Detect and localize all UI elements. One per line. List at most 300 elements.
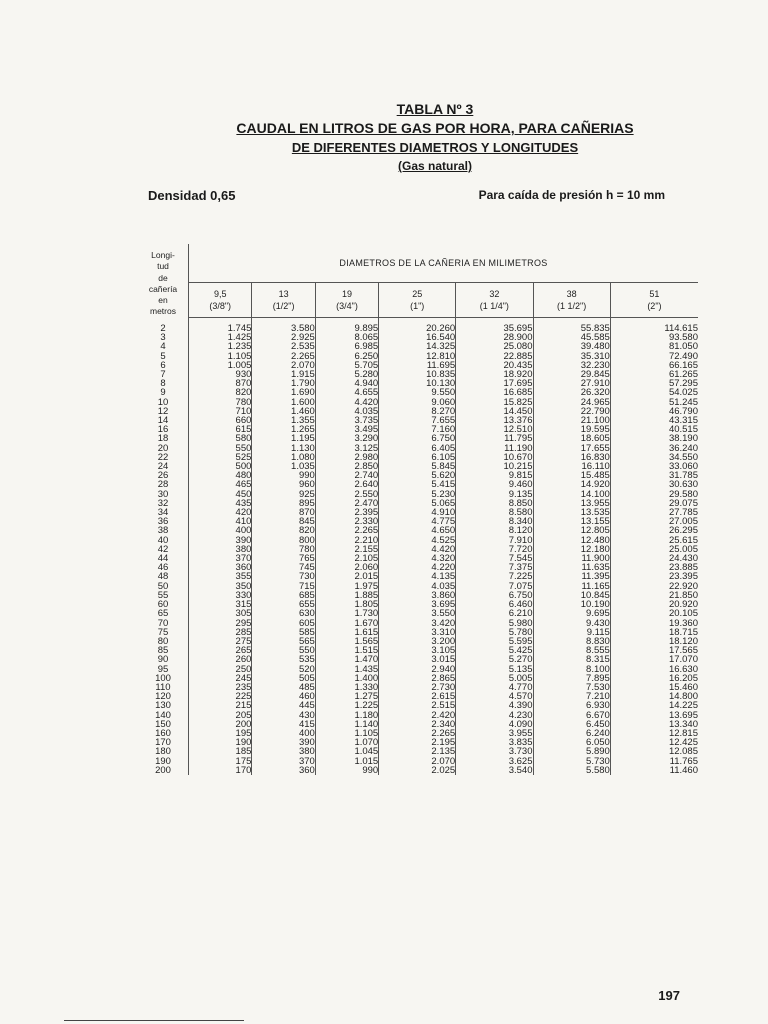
flow-value-cell: 20.920	[668, 599, 698, 611]
flow-value-cell: 11.795	[456, 434, 533, 443]
table-row	[138, 674, 698, 683]
flow-value-cell: 9.550	[379, 388, 456, 397]
length-cell: 46	[138, 563, 189, 572]
flow-value-cell: 6.750	[379, 434, 456, 443]
flow-value-cell: 16.110	[533, 462, 610, 471]
flow-value-cell: 3.310	[379, 628, 456, 637]
length-cell: 22	[138, 453, 189, 462]
flow-value-cell: 1.140	[315, 720, 378, 729]
flow-value-cell: 3.200	[379, 637, 456, 646]
table-row	[138, 554, 698, 563]
length-cell: 55	[138, 591, 189, 600]
flow-value-cell: 1.690	[252, 388, 315, 397]
flow-value-cell: 520	[252, 665, 315, 674]
flow-value-cell: 3.495	[315, 425, 378, 434]
flow-value-cell: 3.835	[456, 738, 533, 747]
diameter-mm: 38	[566, 289, 577, 299]
flow-value-cell: 6.670	[533, 711, 610, 720]
flow-value-cell: 32.230	[533, 361, 610, 370]
diameter-inch: (1 1/4")	[479, 301, 509, 311]
flow-value-cell: 4.320	[379, 554, 456, 563]
flow-value-cell: 13.155	[533, 517, 610, 526]
flow-value-cell: 11.900	[533, 554, 610, 563]
flow-value-cell: 460	[252, 692, 315, 701]
flow-value-cell: 8.580	[456, 508, 533, 517]
table-row	[138, 388, 698, 397]
flow-value-cell: 16.630	[668, 663, 698, 675]
flow-value-cell: 7.530	[533, 683, 610, 692]
flow-value-cell: 360	[189, 563, 252, 572]
flow-value-cell: 39.480	[533, 342, 610, 351]
flow-value-cell: 3.860	[379, 591, 456, 600]
flow-value-cell: 10.130	[379, 379, 456, 388]
table-row	[138, 508, 698, 517]
flow-value-cell: 2.060	[315, 563, 378, 572]
flow-value-cell: 12.425	[668, 737, 698, 749]
flow-value-cell: 5.780	[456, 628, 533, 637]
table-row	[138, 453, 698, 462]
flow-value-cell: 11.765	[669, 755, 698, 767]
table-row	[138, 545, 698, 554]
flow-value-cell: 14.225	[668, 700, 698, 712]
flow-value-cell: 2.340	[379, 720, 456, 729]
flow-value-cell: 990	[252, 471, 315, 480]
flow-value-cell: 1.425	[189, 333, 252, 342]
flow-value-cell: 2.330	[315, 517, 378, 526]
flow-value-cell: 2.265	[379, 729, 456, 738]
flow-value-cell: 245	[189, 674, 252, 683]
flow-value-cell: 72.490	[668, 350, 698, 362]
flow-value-cell: 13.955	[533, 499, 610, 508]
flow-value-cell: 380	[189, 545, 252, 554]
length-header-line: Longi-	[151, 250, 175, 261]
flow-value-cell: 5.270	[456, 655, 533, 664]
length-cell: 200	[138, 766, 189, 775]
table-row	[138, 591, 698, 600]
flow-value-cell: 9.430	[533, 619, 610, 628]
flow-value-cell: 400	[189, 526, 252, 535]
flow-value-cell: 485	[252, 683, 315, 692]
flow-value-cell: 615	[189, 425, 252, 434]
page-number: 197	[658, 988, 680, 1003]
flow-value-cell: 685	[252, 591, 315, 600]
flow-value-cell: 2.105	[315, 554, 378, 563]
flow-value-cell: 2.265	[315, 526, 378, 535]
flow-value-cell: 1.105	[189, 352, 252, 361]
flow-value-cell: 8.555	[533, 646, 610, 655]
flow-value-cell: 550	[189, 444, 252, 453]
diameter-inch: (2")	[647, 301, 662, 311]
flow-value-cell: 12.810	[379, 352, 456, 361]
flow-value-cell: 3.105	[379, 646, 456, 655]
flow-value-cell: 5.280	[315, 370, 378, 379]
table-row	[138, 434, 698, 443]
flow-value-cell: 5.730	[533, 757, 610, 766]
flow-value-cell: 8.065	[315, 333, 378, 342]
flow-value-cell: 12.180	[533, 545, 610, 554]
table-row	[138, 655, 698, 664]
flow-value-cell: 275	[189, 637, 252, 646]
length-cell: 34	[138, 508, 189, 517]
flow-value-cell: 1.265	[252, 425, 315, 434]
flow-value-cell: 200	[189, 720, 252, 729]
flow-value-cell: 2.070	[252, 361, 315, 370]
flow-value-cell: 190	[189, 738, 252, 747]
table-row	[138, 379, 698, 388]
flow-value-cell: 6.985	[315, 342, 378, 351]
flow-value-cell: 3.540	[456, 766, 533, 775]
flow-value-cell: 4.035	[379, 582, 456, 591]
flow-value-cell: 960	[252, 480, 315, 489]
length-cell: 40	[138, 536, 189, 545]
table-row	[138, 757, 698, 766]
flow-value-cell: 1.460	[252, 407, 315, 416]
length-cell: 5	[138, 352, 189, 361]
flow-value-cell: 10.215	[456, 462, 533, 471]
length-cell: 30	[138, 490, 189, 499]
diameter-inch: (1 1/2")	[557, 301, 587, 311]
flow-value-cell: 9.895	[315, 324, 378, 333]
flow-value-cell: 1.080	[252, 453, 315, 462]
flow-value-cell: 1.600	[252, 398, 315, 407]
length-header-line: en	[158, 295, 168, 306]
flow-value-cell: 4.090	[456, 720, 533, 729]
table-row	[138, 646, 698, 655]
flow-value-cell: 11.395	[533, 572, 610, 581]
flow-value-cell: 370	[252, 757, 315, 766]
flow-value-cell: 215	[189, 701, 252, 710]
table-row	[138, 324, 698, 333]
flow-value-cell: 16.685	[456, 388, 533, 397]
flow-value-cell: 4.770	[456, 683, 533, 692]
flow-value-cell: 3.735	[315, 416, 378, 425]
flow-value-cell: 330	[189, 591, 252, 600]
diameter-column-header	[456, 283, 533, 318]
flow-value-cell: 2.515	[379, 701, 456, 710]
flow-value-cell: 9.695	[533, 609, 610, 618]
flow-value-cell: 2.135	[379, 747, 456, 756]
table-row	[138, 692, 698, 701]
flow-value-cell: 9.460	[456, 480, 533, 489]
length-cell: 8	[138, 379, 189, 388]
flow-value-cell: 170	[189, 766, 252, 775]
flow-value-cell: 13.535	[533, 508, 610, 517]
flow-value-cell: 380	[252, 747, 315, 756]
flow-value-cell: 5.890	[533, 747, 610, 756]
flow-value-cell: 5.620	[379, 471, 456, 480]
diameter-mm: 25	[412, 289, 423, 299]
flow-value-cell: 315	[189, 600, 252, 609]
flow-value-cell: 3.695	[379, 600, 456, 609]
flow-value-cell: 15.825	[456, 398, 533, 407]
length-cell: 60	[138, 600, 189, 609]
table-row	[138, 333, 698, 342]
flow-value-cell: 1.805	[315, 600, 378, 609]
gas-type-label: (Gas natural)	[397, 159, 472, 173]
flow-value-cell: 23.395	[668, 571, 698, 583]
length-cell: 38	[138, 526, 189, 535]
flow-value-cell: 5.415	[379, 480, 456, 489]
flow-value-cell: 4.655	[315, 388, 378, 397]
flow-value-cell: 295	[189, 619, 252, 628]
flow-value-cell: 2.420	[379, 711, 456, 720]
flow-value-cell: 5.705	[315, 361, 378, 370]
flow-value-cell: 7.895	[533, 674, 610, 683]
flow-value-cell: 3.125	[315, 444, 378, 453]
flow-value-cell: 114.615	[664, 323, 698, 334]
diameter-inch: (1")	[410, 301, 425, 311]
flow-value-cell: 21.100	[533, 416, 610, 425]
flow-value-cell: 23.885	[668, 562, 698, 574]
flow-value-cell: 5.580	[533, 766, 610, 775]
flow-value-cell: 46.790	[668, 405, 698, 417]
flow-value-cell: 17.070	[668, 654, 698, 666]
flow-value-cell: 2.550	[315, 490, 378, 499]
length-cell: 18	[138, 434, 189, 443]
flow-value-cell: 5.005	[456, 674, 533, 683]
flow-value-cell: 16.540	[379, 333, 456, 342]
flow-value-cell: 4.650	[379, 526, 456, 535]
flow-value-cell: 710	[189, 407, 252, 416]
flow-value-cell: 2.850	[315, 462, 378, 471]
flow-value-cell: 43.315	[668, 415, 698, 427]
flow-value-cell: 29.580	[668, 488, 698, 500]
flow-value-cell: 4.390	[456, 701, 533, 710]
length-cell: 120	[138, 692, 189, 701]
flow-value-cell: 355	[189, 572, 252, 581]
flow-value-cell: 24.965	[533, 398, 610, 407]
flow-value-cell: 7.375	[456, 563, 533, 572]
diameter-mm: 9,5	[213, 289, 227, 299]
flow-value-cell: 61.265	[668, 369, 698, 381]
table-row	[138, 444, 698, 453]
flow-value-cell: 820	[189, 388, 252, 397]
flow-value-cell: 21.850	[668, 589, 698, 601]
column-headers-row	[138, 283, 698, 318]
flow-value-cell: 465	[189, 480, 252, 489]
flow-value-cell: 45.585	[533, 333, 610, 342]
flow-value-cell: 430	[252, 711, 315, 720]
flow-value-cell: 8.830	[533, 637, 610, 646]
flow-value-cell: 235	[189, 683, 252, 692]
flow-value-cell: 420	[189, 508, 252, 517]
diameter-column-header	[315, 283, 378, 318]
flow-value-cell: 4.220	[379, 563, 456, 572]
flow-value-cell: 14.450	[456, 407, 533, 416]
flow-value-cell: 7.720	[456, 545, 533, 554]
flow-value-cell: 1.915	[252, 370, 315, 379]
flow-value-cell: 55.835	[533, 324, 610, 333]
flow-value-cell: 845	[252, 517, 315, 526]
flow-value-cell: 2.015	[315, 572, 378, 581]
flow-value-cell: 18.920	[456, 370, 533, 379]
flow-value-cell: 2.395	[315, 508, 378, 517]
flow-value-cell: 6.405	[379, 444, 456, 453]
flow-value-cell: 415	[252, 720, 315, 729]
flow-value-cell: 4.420	[379, 545, 456, 554]
flow-value-cell: 505	[252, 674, 315, 683]
flow-value-cell: 655	[252, 600, 315, 609]
table-row	[138, 738, 698, 747]
table-row	[138, 425, 698, 434]
length-cell: 26	[138, 471, 189, 480]
flow-value-cell: 3.290	[315, 434, 378, 443]
flow-value-cell: 925	[252, 490, 315, 499]
flow-value-cell: 34.550	[668, 451, 698, 463]
flow-value-cell: 20.260	[379, 324, 456, 333]
flow-value-cell: 1.235	[189, 342, 252, 351]
length-cell: 180	[138, 747, 189, 756]
flow-value-cell: 360	[252, 766, 315, 775]
flow-value-cell: 500	[189, 462, 252, 471]
table-row	[138, 407, 698, 416]
flow-value-cell: 2.155	[315, 545, 378, 554]
flow-value-cell: 2.925	[252, 333, 315, 342]
length-cell: 42	[138, 545, 189, 554]
flow-value-cell: 1.400	[315, 674, 378, 683]
flow-value-cell: 1.730	[315, 609, 378, 618]
flow-value-cell: 27.910	[533, 379, 610, 388]
length-cell: 24	[138, 462, 189, 471]
flow-value-cell: 2.865	[379, 674, 456, 683]
flow-value-cell: 14.920	[533, 480, 610, 489]
diameter-mm: 13	[278, 289, 289, 299]
table-row	[138, 398, 698, 407]
table-row	[138, 462, 698, 471]
flow-value-cell: 195	[189, 729, 252, 738]
flow-value-cell: 7.910	[456, 536, 533, 545]
length-cell: 36	[138, 517, 189, 526]
length-header-line: de	[158, 272, 168, 283]
length-cell: 140	[138, 711, 189, 720]
table-row	[138, 536, 698, 545]
diameter-column-header	[533, 283, 610, 318]
flow-value-cell: 18.715	[668, 626, 698, 638]
flow-value-cell: 93.580	[668, 332, 698, 344]
flow-value-cell: 895	[252, 499, 315, 508]
flow-value-cell: 565	[252, 637, 315, 646]
flow-value-cell: 20.105	[668, 608, 698, 620]
flow-value-cell: 12.510	[456, 425, 533, 434]
length-cell: 14	[138, 416, 189, 425]
flow-value-cell: 480	[189, 471, 252, 480]
table-row	[138, 600, 698, 609]
flow-value-cell: 585	[252, 628, 315, 637]
flow-value-cell: 8.850	[456, 499, 533, 508]
flow-value-cell: 1.045	[315, 747, 378, 756]
flow-value-cell: 2.740	[315, 471, 378, 480]
flow-value-cell: 6.450	[533, 720, 610, 729]
flow-value-cell: 715	[252, 582, 315, 591]
flow-value-cell: 745	[252, 563, 315, 572]
flow-value-cell: 12.085	[668, 746, 698, 758]
flow-value-cell: 15.485	[533, 471, 610, 480]
table-row	[138, 416, 698, 425]
length-cell: 90	[138, 655, 189, 664]
flow-value-cell: 525	[189, 453, 252, 462]
flow-value-cell: 11.460	[669, 764, 698, 776]
flow-value-cell: 3.580	[252, 324, 315, 333]
flow-value-cell: 4.420	[315, 398, 378, 407]
flow-value-cell: 19.595	[533, 425, 610, 434]
length-cell: 80	[138, 637, 189, 646]
length-cell: 16	[138, 425, 189, 434]
flow-value-cell: 13.340	[668, 718, 698, 730]
flow-value-cell: 17.565	[668, 645, 698, 657]
density-label: Densidad 0,65	[148, 188, 236, 203]
flow-value-cell: 7.210	[533, 692, 610, 701]
length-header-line: metros	[150, 306, 176, 317]
flow-value-cell: 3.550	[379, 609, 456, 618]
diameter-column-header	[189, 283, 252, 318]
flow-value-cell: 580	[189, 434, 252, 443]
flow-value-cell: 175	[189, 757, 252, 766]
length-cell: 160	[138, 729, 189, 738]
pressure-drop-label: Para caída de presión h = 10 mm	[478, 188, 665, 202]
length-cell: 4	[138, 342, 189, 351]
table-row	[138, 517, 698, 526]
flow-value-cell: 550	[252, 646, 315, 655]
flow-value-cell: 12.805	[533, 526, 610, 535]
flow-value-cell: 305	[189, 609, 252, 618]
flow-value-cell: 450	[189, 490, 252, 499]
flow-value-cell: 19.360	[668, 617, 698, 629]
flow-value-cell: 6.250	[315, 352, 378, 361]
flow-value-cell: 1.615	[315, 628, 378, 637]
flow-value-cell: 435	[189, 499, 252, 508]
table-row	[138, 572, 698, 581]
flow-value-cell: 250	[189, 665, 252, 674]
flow-value-cell: 25.615	[668, 534, 698, 546]
flow-value-cell: 6.460	[456, 600, 533, 609]
flow-value-cell: 780	[252, 545, 315, 554]
flow-value-cell: 1.790	[252, 379, 315, 388]
flow-value-cell: 780	[189, 398, 252, 407]
flow-value-cell: 26.320	[533, 388, 610, 397]
flow-value-cell: 4.525	[379, 536, 456, 545]
length-cell: 9	[138, 388, 189, 397]
table-row	[138, 342, 698, 351]
flow-value-cell: 6.750	[456, 591, 533, 600]
flow-value-cell: 9.815	[456, 471, 533, 480]
flow-value-cell: 10.835	[379, 370, 456, 379]
flow-value-cell: 8.100	[533, 665, 610, 674]
gas-flow-table	[138, 244, 698, 775]
flow-value-cell: 2.470	[315, 499, 378, 508]
flow-value-cell: 8.120	[456, 526, 533, 535]
flow-value-cell: 1.885	[315, 591, 378, 600]
flow-value-cell: 6.930	[533, 701, 610, 710]
table-row	[138, 665, 698, 674]
flow-value-cell: 1.275	[315, 692, 378, 701]
length-cell: 100	[138, 674, 189, 683]
length-cell: 75	[138, 628, 189, 637]
table-row	[138, 563, 698, 572]
diameter-mm: 32	[489, 289, 500, 299]
length-cell: 32	[138, 499, 189, 508]
flow-value-cell: 5.425	[456, 646, 533, 655]
flow-value-cell: 3.015	[379, 655, 456, 664]
flow-value-cell: 1.975	[315, 582, 378, 591]
flow-value-cell: 18.120	[668, 635, 698, 647]
flow-value-cell: 265	[189, 646, 252, 655]
flow-value-cell: 16.205	[668, 672, 698, 684]
flow-value-cell: 10.845	[533, 591, 610, 600]
flow-value-cell: 8.315	[533, 655, 610, 664]
flow-value-cell: 40.515	[668, 424, 698, 436]
flow-value-cell: 1.005	[189, 361, 252, 370]
flow-value-cell: 1.355	[252, 416, 315, 425]
